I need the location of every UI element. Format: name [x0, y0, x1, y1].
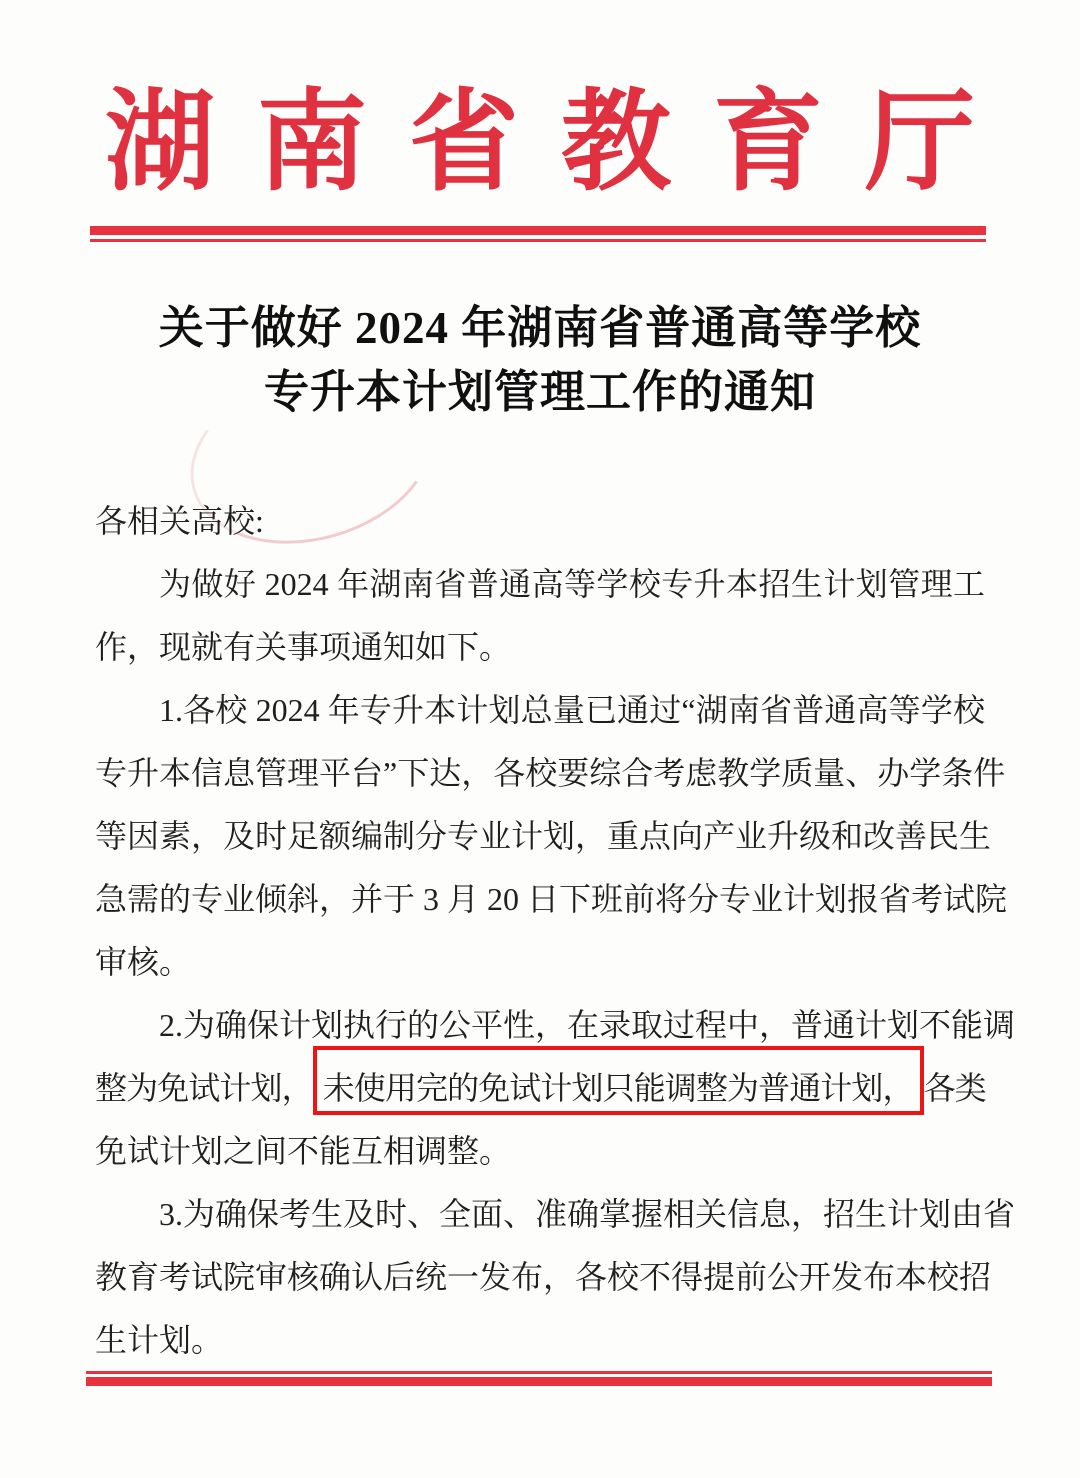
- intro-line: 为做好 2024 年湖南省普通高等学校专升本招生计划管理工: [159, 566, 985, 602]
- item1-line: 急需的专业倾斜，并于 3 月 20 日下班前将分专业计划报省考试院: [95, 881, 1008, 917]
- highlight-annotation-box: 未使用完的免试计划只能调整为普通计划，: [313, 1046, 924, 1115]
- item1-line: 等因素，及时足额编制分专业计划，重点向产业升级和改善民生: [95, 818, 992, 854]
- document-body: [95, 490, 1016, 1372]
- item3-line: 生计划。: [95, 1322, 224, 1358]
- intro-line: 作，现就有关事项通知如下。: [95, 629, 512, 665]
- header-divider-thick-bar: [90, 226, 986, 235]
- document-title: [0, 296, 1080, 424]
- header-divider-thin-bar: [90, 239, 986, 242]
- header-divider: [90, 226, 986, 242]
- agency-letterhead: 湖南省教育厅: [105, 82, 1017, 204]
- document-title-line-1: 关于做好 2024 年湖南省普通高等学校: [158, 303, 922, 353]
- item1-line: 1.各校 2024 年专升本计划总量已通过“湖南省普通高等学校: [159, 692, 985, 728]
- item2-line2-suffix: 各类: [923, 1070, 986, 1106]
- item3-line: 3.为确保考生及时、全面、准确掌握相关信息，招生计划由省: [159, 1196, 1016, 1232]
- footer-divider-thick-bar: [86, 1377, 992, 1386]
- item1-line: 专升本信息管理平台”下达，各校要综合考虑教学质量、办学条件: [95, 755, 1006, 791]
- footer-divider-thin-bar: [86, 1371, 992, 1374]
- salutation: 各相关高校:: [95, 503, 264, 539]
- footer-divider: [86, 1371, 992, 1386]
- item2-line-highlighted: [95, 1057, 985, 1120]
- item2-line2-prefix: 整为免试计划，: [95, 1070, 313, 1106]
- item2-line: 2.为确保计划执行的公平性，在录取过程中，普通计划不能调: [159, 1007, 1016, 1043]
- item2-line: 免试计划之间不能互相调整。: [95, 1133, 512, 1169]
- document-title-line-2: 专升本计划管理工作的通知: [263, 367, 816, 417]
- item3-line: 教育考试院审核确认后统一发布，各校不得提前公开发布本校招: [95, 1259, 992, 1295]
- item1-line: 审核。: [95, 944, 192, 980]
